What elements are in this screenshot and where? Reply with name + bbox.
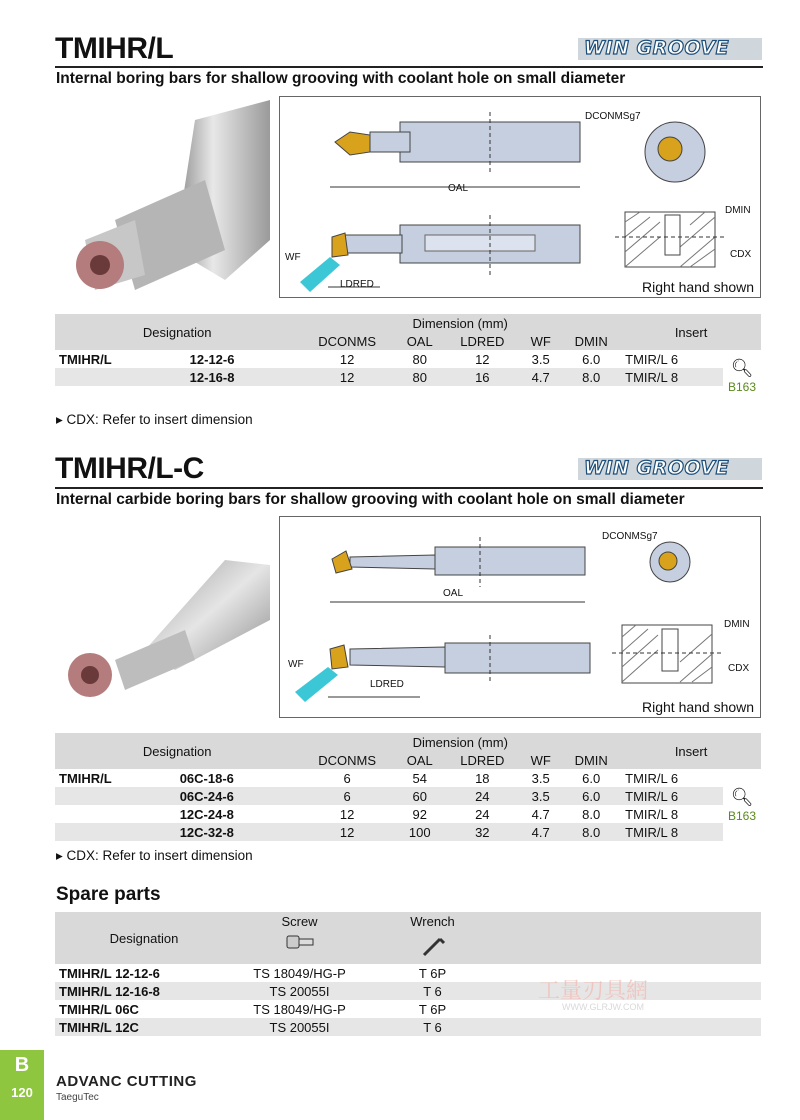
cell: 8.0 — [582, 369, 601, 385]
col-dmin: DMIN — [561, 332, 621, 350]
right-hand-label: Right hand shown — [642, 279, 755, 295]
page-ref[interactable]: B163 — [727, 809, 757, 823]
section2-title: TMIHR/L-C — [55, 452, 204, 485]
cell: 6 — [343, 788, 351, 804]
dmin-label: DMIN — [724, 619, 750, 630]
page-number: 120 — [11, 1085, 33, 1100]
cell: 60 — [412, 788, 427, 804]
dconms-label: DCONMSg7 — [602, 531, 658, 542]
col-ldred: LDRED — [444, 332, 520, 350]
cdx-label: CDX — [730, 249, 752, 260]
cell: TS 20055I — [269, 1019, 330, 1035]
col-oal: OAL — [395, 751, 444, 769]
insert-header: Insert — [621, 733, 761, 769]
table-row — [55, 823, 761, 841]
cell: TMIR/L 6 — [625, 788, 679, 804]
ref-cell — [723, 769, 761, 841]
product-photo-1 — [55, 100, 275, 300]
section1-title: TMIHR/L — [55, 32, 174, 65]
watermark-text: 工量刃具網 — [538, 978, 649, 1003]
section1-subtitle: Internal boring bars for shallow grooving with coolant hole on small diameter — [56, 70, 626, 87]
cell: TMIR/L 6 — [625, 770, 679, 786]
cell: 3.5 — [531, 351, 550, 367]
cell: 6.0 — [582, 351, 601, 367]
cell: TMIHR/L 12-12-6 — [59, 965, 160, 981]
code-cell: 12-12-6 — [189, 351, 235, 367]
spec-table-1 — [55, 314, 761, 402]
cell: 6.0 — [582, 788, 601, 804]
watermark-url: WWW.GLRJW.COM — [562, 1002, 644, 1012]
col-wf: WF — [520, 751, 561, 769]
code-cell: 12-16-8 — [189, 369, 235, 385]
ldred-label: LDRED — [370, 679, 404, 690]
family-cell: TMIHR/L — [59, 351, 112, 367]
table-row — [55, 368, 761, 386]
note-2: ▸ CDX: Refer to insert dimension — [56, 848, 253, 863]
code-cell: 12C-24-8 — [179, 806, 234, 822]
wf-label: WF — [288, 659, 304, 670]
section2-logo — [578, 458, 762, 480]
cell: 54 — [412, 770, 427, 786]
cell: 24 — [475, 788, 490, 804]
oal-label: OAL — [448, 183, 469, 194]
cell: 12 — [339, 351, 355, 367]
wrench-header: Wrench — [366, 912, 499, 930]
col-dconms: DCONMS — [299, 332, 395, 350]
cell: T 6 — [423, 983, 442, 999]
cell: 12 — [339, 369, 355, 385]
brand-logo: ADVANC CUTTING — [56, 1073, 197, 1090]
cell: T 6P — [418, 1001, 447, 1017]
cell: TS 20055I — [269, 983, 330, 999]
table-row — [55, 1018, 761, 1036]
table-row — [55, 769, 761, 787]
cell: 80 — [412, 369, 427, 385]
cell: TMIHR/L 12-16-8 — [59, 983, 160, 999]
cell: 24 — [475, 806, 490, 822]
cell: 12 — [339, 824, 355, 840]
col-dconms: DCONMS — [299, 751, 395, 769]
diagram-1 — [279, 96, 761, 298]
title-rule — [55, 487, 763, 489]
cell: TMIR/L 8 — [625, 824, 679, 840]
logo-text: WIN GROOVE — [584, 37, 730, 59]
magnifier-icon: 🔍︎ — [730, 358, 754, 378]
col-dmin: DMIN — [561, 751, 621, 769]
section-letter: B — [14, 1054, 30, 1076]
cell: 8.0 — [582, 824, 601, 840]
col-wf: WF — [520, 332, 561, 350]
page-ref[interactable]: B163 — [727, 380, 757, 394]
ref-cell — [723, 350, 761, 402]
ldred-label: LDRED — [340, 279, 374, 290]
cell: 3.5 — [531, 770, 550, 786]
spec-table-2 — [55, 733, 761, 841]
cell: TS 18049/HG-P — [253, 1001, 346, 1017]
cell: 12 — [475, 351, 490, 367]
right-hand-label: Right hand shown — [642, 699, 755, 715]
cell: 3.5 — [531, 788, 550, 804]
cell: 100 — [408, 824, 431, 840]
oal-label: OAL — [443, 588, 464, 599]
cell: 4.7 — [531, 369, 550, 385]
cell: TMIHR/L 06C — [59, 1001, 139, 1017]
brand-sub: TaeguTec — [56, 1092, 99, 1103]
title-rule — [55, 66, 763, 68]
cell: 6.0 — [582, 770, 601, 786]
note-1: ▸ CDX: Refer to insert dimension — [56, 412, 253, 427]
cell: 16 — [475, 369, 490, 385]
product-photo-2 — [55, 560, 275, 720]
dconms-label: DCONMSg7 — [585, 111, 641, 122]
cell: TMIR/L 8 — [625, 369, 679, 385]
code-cell: 12C-32-8 — [179, 824, 234, 840]
code-cell: 06C-24-6 — [179, 788, 234, 804]
table-row — [55, 805, 761, 823]
cell: 92 — [412, 806, 427, 822]
section1-logo — [578, 38, 762, 60]
col-ldred: LDRED — [444, 751, 520, 769]
dmin-label: DMIN — [725, 205, 751, 216]
magnifier-icon: 🔍︎ — [730, 787, 754, 807]
designation-header: Designation — [55, 314, 299, 350]
section-tab — [0, 1050, 44, 1120]
code-cell: 06C-18-6 — [179, 770, 234, 786]
table-row — [55, 787, 761, 805]
cell: 4.7 — [531, 806, 550, 822]
cell: TMIR/L 6 — [625, 351, 679, 367]
spare-table — [55, 912, 761, 1036]
spare-title: Spare parts — [56, 884, 161, 905]
dimension-header: Dimension (mm) — [299, 733, 621, 751]
table-row — [55, 1000, 761, 1018]
logo-text: WIN GROOVE — [584, 457, 730, 479]
diagram-2 — [279, 516, 761, 718]
cell: 32 — [475, 824, 490, 840]
designation-header: Designation — [55, 912, 233, 964]
wf-label: WF — [285, 252, 301, 263]
cell: T 6P — [418, 965, 447, 981]
wrench-icon — [366, 930, 499, 964]
insert-header: Insert — [621, 314, 761, 350]
cdx-label: CDX — [728, 663, 750, 674]
col-oal: OAL — [395, 332, 444, 350]
table-row — [55, 350, 761, 368]
table-row — [55, 982, 761, 1000]
cell: 12 — [339, 806, 355, 822]
cell: 18 — [475, 770, 490, 786]
cell: TMIR/L 8 — [625, 806, 679, 822]
cell: 6 — [343, 770, 351, 786]
family-cell: TMIHR/L — [59, 770, 112, 786]
cell: 4.7 — [531, 824, 550, 840]
cell: 8.0 — [582, 806, 601, 822]
table-row — [55, 964, 761, 982]
screw-icon — [233, 930, 366, 964]
screw-header: Screw — [233, 912, 366, 930]
cell: T 6 — [423, 1019, 442, 1035]
cell: TMIHR/L 12C — [59, 1019, 139, 1035]
section2-subtitle: Internal carbide boring bars for shallow grooving with coolant hole on small diameter — [56, 491, 685, 508]
cell: TS 18049/HG-P — [253, 965, 346, 981]
designation-header: Designation — [55, 733, 299, 769]
cell: 80 — [412, 351, 427, 367]
dimension-header: Dimension (mm) — [299, 314, 621, 332]
